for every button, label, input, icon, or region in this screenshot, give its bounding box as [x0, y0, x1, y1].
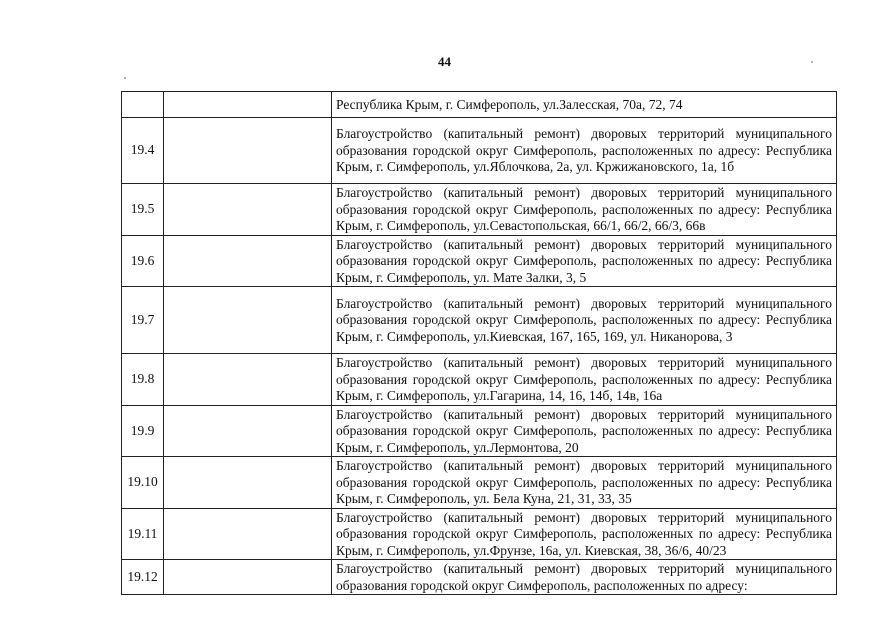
row-description: Благоустройство (капитальный ремонт) дворовых территорий муниципального образования городской округ Симферополь, расположенных по адресу: Республика Крым, г. Симферополь, ул.Лермонтова, 20 [332, 405, 837, 457]
row-number: 19.10 [122, 457, 164, 509]
table-row [122, 560, 837, 595]
table-row [122, 405, 837, 457]
address-table [121, 91, 837, 595]
empty-cell [164, 354, 332, 406]
table-row [122, 457, 837, 509]
empty-cell [164, 560, 332, 595]
table-row [122, 508, 837, 560]
table-row [122, 184, 837, 236]
table-row [122, 287, 837, 354]
row-description: Благоустройство (капитальный ремонт) дворовых территорий муниципального образования городской округ Симферополь, расположенных по адресу: Республика Крым, г. Симферополь, ул.Севастопольская, 66/1, 66/2, 66/3, 66в [332, 184, 837, 236]
empty-cell [164, 508, 332, 560]
row-number: 19.7 [122, 287, 164, 354]
row-description: Благоустройство (капитальный ремонт) дворовых территорий муниципального образования городской округ Симферополь, расположенных по адресу: Республика Крым, г. Симферополь, ул.Фрунзе, 16а, ул. Киевская, 38, 36/6, 40/23 [332, 508, 837, 560]
page-number: 44 [438, 54, 451, 69]
empty-cell [164, 457, 332, 509]
row-description: Благоустройство (капитальный ремонт) дворовых территорий муниципального образования городской округ Симферополь, расположенных по адресу: Республика Крым, г. Симферополь, ул.Яблочкова, 2а, ул. Кржижановского, 1а, 1б [332, 118, 837, 184]
empty-cell [164, 92, 332, 118]
table-row [122, 92, 837, 118]
row-description: Благоустройство (капитальный ремонт) дворовых территорий муниципального образования городской округ Симферополь, расположенных по адресу: Республика Крым, г. Симферополь, ул. Бела Куна, 21, 31, 33, 35 [332, 457, 837, 509]
row-number: 19.5 [122, 184, 164, 236]
row-number [122, 92, 164, 118]
table-row [122, 118, 837, 184]
row-description: Благоустройство (капитальный ремонт) дворовых территорий муниципального образования городской округ Симферополь, расположенных по адресу: Республика Крым, г. Симферополь, ул. Мате Залки, 3, 5 [332, 235, 837, 287]
empty-cell [164, 287, 332, 354]
table-row [122, 354, 837, 406]
table-row [122, 235, 837, 287]
row-description: Благоустройство (капитальный ремонт) дворовых территорий муниципального образования городской округ Симферополь, расположенных по адресу: [332, 560, 837, 595]
scan-speck [124, 77, 126, 79]
row-number: 19.9 [122, 405, 164, 457]
row-description: Благоустройство (капитальный ремонт) дворовых территорий муниципального образования городской округ Симферополь, расположенных по адресу: Республика Крым, г. Симферополь, ул.Гагарина, 14, 16, 14б, 14в, 16а [332, 354, 837, 406]
row-number: 19.11 [122, 508, 164, 560]
row-description: Республика Крым, г. Симферополь, ул.Залесская, 70а, 72, 74 [332, 92, 837, 118]
row-number: 19.4 [122, 118, 164, 184]
scan-speck [811, 61, 813, 63]
row-number: 19.8 [122, 354, 164, 406]
row-number: 19.6 [122, 235, 164, 287]
empty-cell [164, 184, 332, 236]
empty-cell [164, 235, 332, 287]
empty-cell [164, 118, 332, 184]
row-number: 19.12 [122, 560, 164, 595]
row-description: Благоустройство (капитальный ремонт) дворовых территорий муниципального образования городской округ Симферополь, расположенных по адресу: Республика Крым, г. Симферополь, ул.Киевская, 167, 165, 169, ул. Никанорова, 3 [332, 287, 837, 354]
empty-cell [164, 405, 332, 457]
